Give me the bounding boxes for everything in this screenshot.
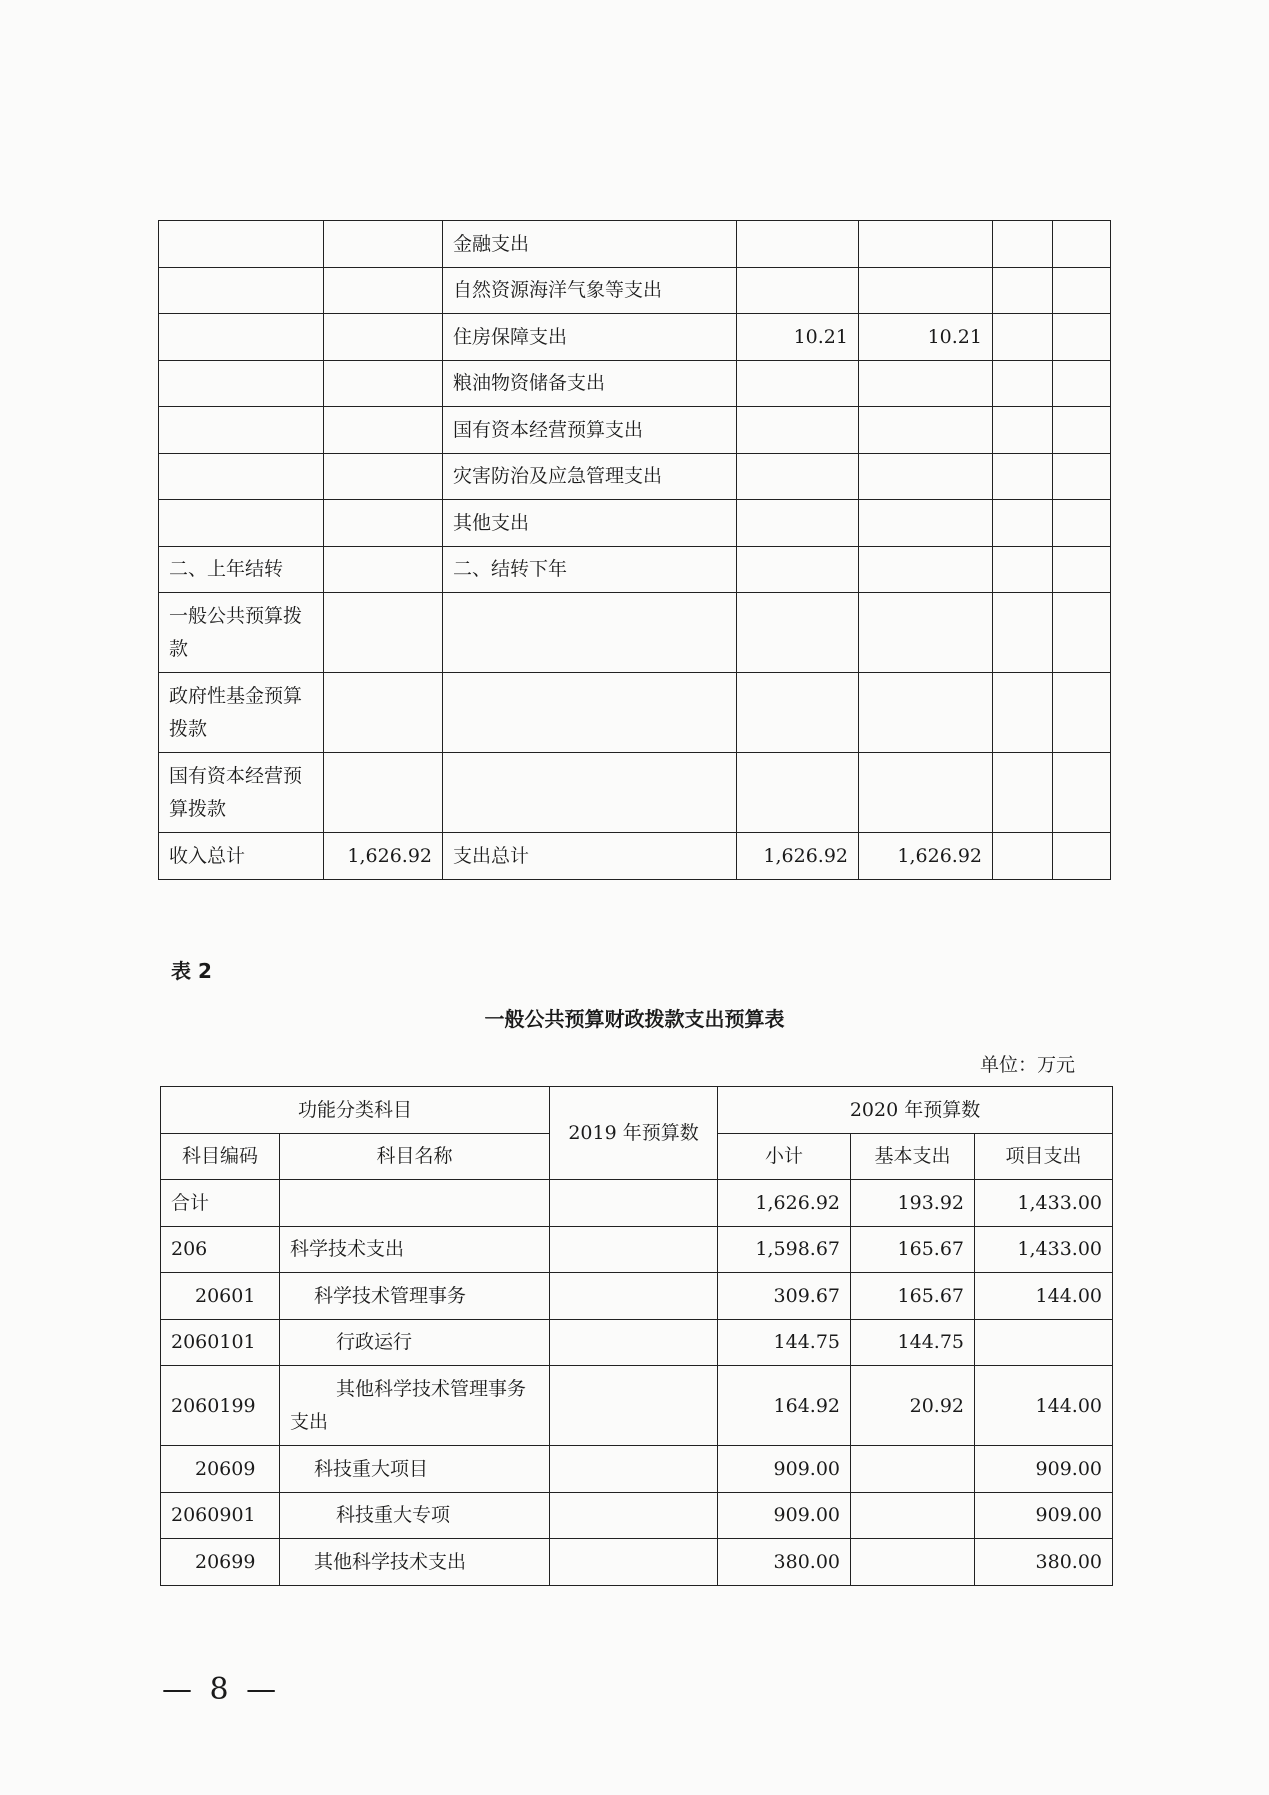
subject-name: 科技重大专项 (280, 1492, 550, 1539)
project-value (975, 1319, 1113, 1366)
subtotal-value: 164.92 (718, 1366, 851, 1446)
cell (993, 673, 1053, 753)
cell (443, 673, 737, 753)
cell (1053, 453, 1111, 500)
table-row (159, 360, 1111, 407)
basic-value (851, 1446, 975, 1493)
cell (859, 753, 993, 833)
table-label: 表 2 (171, 959, 212, 983)
table-row (159, 221, 1111, 268)
subtotal-value: 909.00 (718, 1492, 851, 1539)
cell (1053, 546, 1111, 593)
table-row (159, 314, 1111, 361)
basic-value (851, 1492, 975, 1539)
cell (859, 360, 993, 407)
cell (859, 453, 993, 500)
cell: 10.21 (859, 314, 993, 361)
cell (1053, 753, 1111, 833)
cell (993, 267, 1053, 314)
table-row (161, 1539, 1113, 1586)
prev-year-value (550, 1492, 718, 1539)
cell (324, 221, 443, 268)
header-code: 科目编码 (161, 1133, 280, 1180)
cell (737, 221, 859, 268)
cell (737, 360, 859, 407)
cell (159, 453, 324, 500)
cell (737, 500, 859, 547)
cell (324, 546, 443, 593)
table-row (161, 1226, 1113, 1273)
cell (324, 673, 443, 753)
subtotal-value: 380.00 (718, 1539, 851, 1586)
basic-value (851, 1539, 975, 1586)
project-value: 909.00 (975, 1446, 1113, 1493)
cell (324, 314, 443, 361)
cell (993, 360, 1053, 407)
subject-name: 其他科学技术支出 (280, 1539, 550, 1586)
prev-year-value (550, 1446, 718, 1493)
project-value: 1,433.00 (975, 1180, 1113, 1227)
subject-name (280, 1180, 550, 1227)
table-row (161, 1273, 1113, 1320)
project-value: 144.00 (975, 1273, 1113, 1320)
prev-year-value (550, 1226, 718, 1273)
cell (737, 593, 859, 673)
cell (159, 314, 324, 361)
cell (443, 593, 737, 673)
cell (1053, 500, 1111, 547)
cell (737, 546, 859, 593)
table-row (159, 500, 1111, 547)
subject-code: 2060901 (161, 1492, 280, 1539)
cell (324, 453, 443, 500)
revenue-item: 国有资本经营预算拨款 (159, 753, 324, 833)
table-row (161, 1446, 1113, 1493)
total-expenditure-value: 1,626.92 (737, 833, 859, 880)
cell (159, 267, 324, 314)
subtotal-value: 909.00 (718, 1446, 851, 1493)
total-revenue-label: 收入总计 (159, 833, 324, 880)
header-name: 科目名称 (280, 1133, 550, 1180)
subtotal-value: 1,626.92 (718, 1180, 851, 1227)
table-row (159, 546, 1111, 593)
cell (324, 360, 443, 407)
table-row (161, 1366, 1113, 1446)
header-cur-year: 2020 年预算数 (718, 1087, 1113, 1134)
subject-code: 20601 (161, 1273, 280, 1320)
table-row (161, 1319, 1113, 1366)
cell (159, 407, 324, 454)
table-title: 一般公共预算财政拨款支出预算表 (484, 1007, 785, 1031)
expenditure-item: 二、结转下年 (443, 546, 737, 593)
basic-value: 144.75 (851, 1319, 975, 1366)
subject-code: 合计 (161, 1180, 280, 1227)
cell (737, 673, 859, 753)
project-value: 1,433.00 (975, 1226, 1113, 1273)
expenditure-item: 灾害防治及应急管理支出 (443, 453, 737, 500)
cell (993, 833, 1053, 880)
expenditure-item: 金融支出 (443, 221, 737, 268)
cell (859, 221, 993, 268)
cell (324, 500, 443, 547)
cell (324, 407, 443, 454)
budget-expenditure-table (160, 1086, 1113, 1586)
cell (324, 593, 443, 673)
header-subtotal: 小计 (718, 1133, 851, 1180)
subject-code: 20609 (161, 1446, 280, 1493)
subtotal-value: 1,598.67 (718, 1226, 851, 1273)
expenditure-item: 其他支出 (443, 500, 737, 547)
table-row (159, 453, 1111, 500)
table-row (161, 1180, 1113, 1227)
cell (859, 546, 993, 593)
basic-value: 193.92 (851, 1180, 975, 1227)
cell (859, 593, 993, 673)
prev-year-value (550, 1366, 718, 1446)
cell (993, 314, 1053, 361)
cell (993, 753, 1053, 833)
cell (859, 267, 993, 314)
table-row (159, 267, 1111, 314)
cell: 10.21 (737, 314, 859, 361)
cell (993, 221, 1053, 268)
cell (737, 453, 859, 500)
table-row (159, 593, 1111, 673)
subtotal-value: 309.67 (718, 1273, 851, 1320)
unit-note: 单位：万元 (980, 1054, 1076, 1076)
expenditure-item: 粮油物资储备支出 (443, 360, 737, 407)
cell (1053, 314, 1111, 361)
prev-year-value (550, 1273, 718, 1320)
cell (324, 753, 443, 833)
basic-value: 165.67 (851, 1273, 975, 1320)
table-row (159, 753, 1111, 833)
subject-name: 其他科学技术管理事务支出 (280, 1366, 550, 1446)
table-row (161, 1492, 1113, 1539)
header-prev-year: 2019 年预算数 (550, 1087, 718, 1180)
expenditure-item: 住房保障支出 (443, 314, 737, 361)
expenditure-item: 自然资源海洋气象等支出 (443, 267, 737, 314)
basic-value: 20.92 (851, 1366, 975, 1446)
cell (993, 407, 1053, 454)
prev-year-value (550, 1180, 718, 1227)
project-value: 909.00 (975, 1492, 1113, 1539)
cell (993, 593, 1053, 673)
table-row (159, 673, 1111, 753)
cell (993, 453, 1053, 500)
cell (737, 267, 859, 314)
revenue-expenditure-table (158, 220, 1111, 880)
subtotal-value: 144.75 (718, 1319, 851, 1366)
prev-year-value (550, 1319, 718, 1366)
subject-code: 20699 (161, 1539, 280, 1586)
header-row (161, 1087, 1113, 1134)
page-number: — 8 — (162, 1672, 281, 1707)
cell (324, 267, 443, 314)
cell (1053, 407, 1111, 454)
project-value: 144.00 (975, 1366, 1113, 1446)
cell (737, 753, 859, 833)
total-revenue-value: 1,626.92 (324, 833, 443, 880)
expenditure-item: 国有资本经营预算支出 (443, 407, 737, 454)
cell (993, 500, 1053, 547)
subject-code: 2060199 (161, 1366, 280, 1446)
subject-code: 2060101 (161, 1319, 280, 1366)
cell (859, 673, 993, 753)
table-row (159, 833, 1111, 880)
cell (737, 407, 859, 454)
subject-name: 科学技术支出 (280, 1226, 550, 1273)
subject-name: 行政运行 (280, 1319, 550, 1366)
subject-name: 科技重大项目 (280, 1446, 550, 1493)
header-project: 项目支出 (975, 1133, 1113, 1180)
cell (1053, 673, 1111, 753)
cell (1053, 221, 1111, 268)
table-row (159, 407, 1111, 454)
total-expenditure-label: 支出总计 (443, 833, 737, 880)
cell (1053, 593, 1111, 673)
project-value: 380.00 (975, 1539, 1113, 1586)
revenue-item: 政府性基金预算拨款 (159, 673, 324, 753)
cell (159, 360, 324, 407)
basic-value: 165.67 (851, 1226, 975, 1273)
cell (1053, 833, 1111, 880)
cell (859, 407, 993, 454)
cell (1053, 360, 1111, 407)
header-func-class: 功能分类科目 (161, 1087, 550, 1134)
total-expenditure-value: 1,626.92 (859, 833, 993, 880)
revenue-item: 二、上年结转 (159, 546, 324, 593)
revenue-item: 一般公共预算拨款 (159, 593, 324, 673)
header-basic: 基本支出 (851, 1133, 975, 1180)
cell (443, 753, 737, 833)
cell (159, 500, 324, 547)
prev-year-value (550, 1539, 718, 1586)
cell (1053, 267, 1111, 314)
subject-code: 206 (161, 1226, 280, 1273)
subject-name: 科学技术管理事务 (280, 1273, 550, 1320)
cell (993, 546, 1053, 593)
cell (159, 221, 324, 268)
cell (859, 500, 993, 547)
